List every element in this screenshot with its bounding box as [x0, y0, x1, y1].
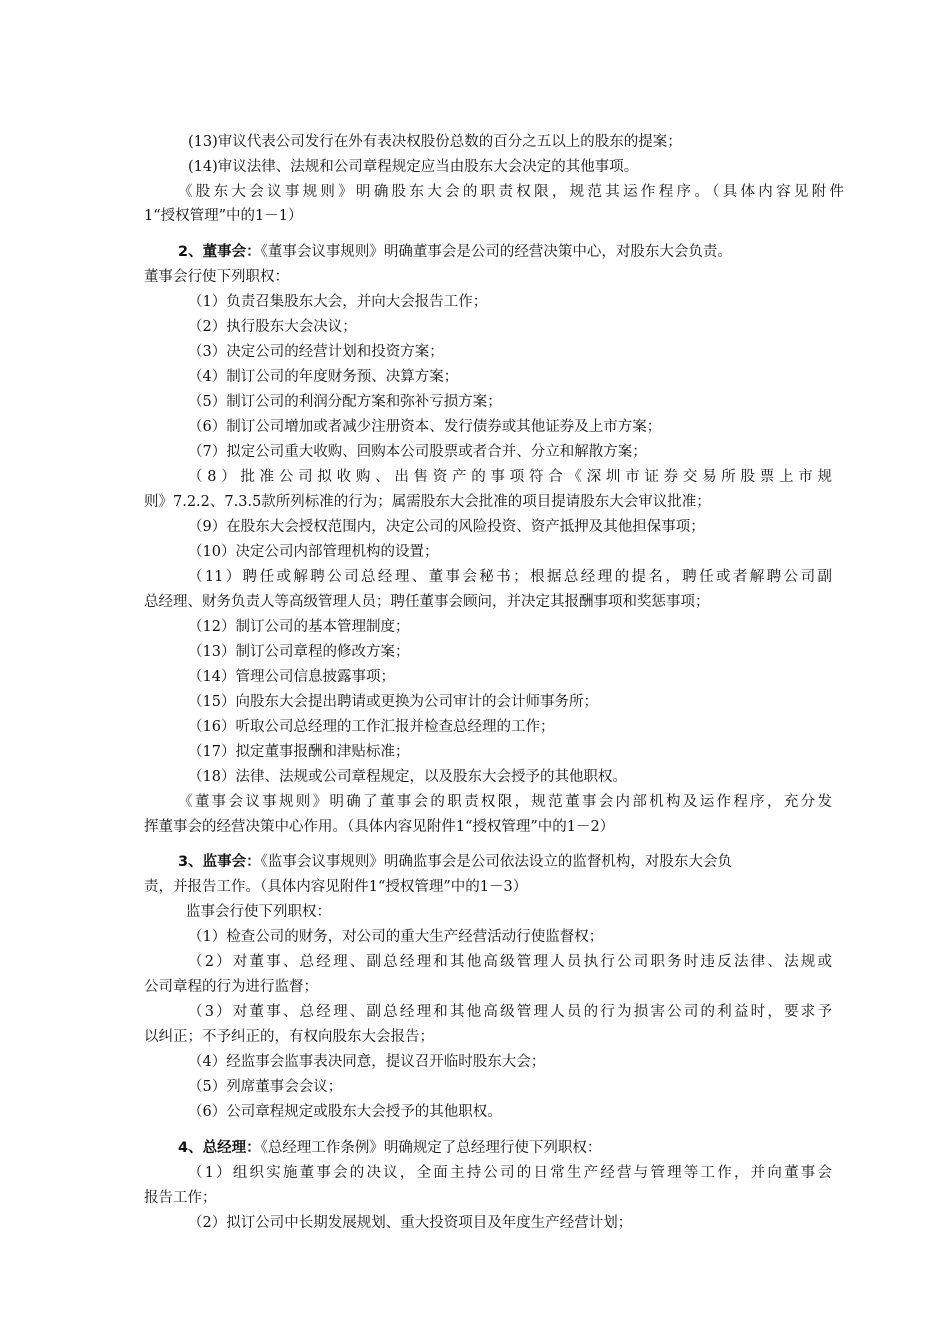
board-item-11-line2: 总经理、财务负责人等高级管理人员；聘任董事会顾问，并决定其报酬事项和奖惩事项；	[144, 594, 710, 610]
supervisors-item-2-line1: （2）对董事、总经理、副总经理和其他高级管理人员执行公司职务时违反法律、法规或	[188, 954, 832, 970]
board-summary-line1: 《董事会议事规则》明确了董事会的职责权限，规范董事会内部机构及运作程序，充分发	[178, 794, 832, 810]
gm-item-1-line2: 报告工作；	[144, 1190, 217, 1206]
board-item-14: （14）管理公司信息披露事项；	[188, 669, 395, 685]
gm-item-1-line1: （1）组织实施董事会的决议，全面主持公司的日常生产经营与管理等工作，并向董事会	[188, 1165, 832, 1181]
board-item-3: （3）决定公司的经营计划和投资方案；	[188, 344, 444, 360]
shareholder-summary-line2: 1“授权管理”中的1－1）	[144, 208, 303, 224]
gm-intro: 《总经理工作条例》明确规定了总经理行使下列职权：	[260, 1140, 602, 1156]
supervisors-item-2-line2: 公司章程的行为进行监督；	[144, 979, 318, 995]
supervisors-item-1: （1）检查公司的财务，对公司的重大生产经营活动行使监督权；	[188, 929, 604, 945]
shareholder-item-14: (14)审议法律、法规和公司章程规定应当由股东大会决定的其他事项。	[188, 159, 639, 175]
board-item-8-line2: 则》7.2.2、7.3.5款所列标准的行为；属需股东大会批准的项目提请股东大会审议批准；	[144, 494, 711, 510]
board-item-6: （6）制订公司增加或者减少注册资本、发行债券或其他证券及上市方案；	[188, 419, 662, 435]
board-summary-line2: 挥董事会的经营决策中心作用。（具体内容见附件1“授权管理”中的1－2）	[144, 819, 615, 835]
board-item-11-line1: （11）聘任或解聘公司总经理、董事会秘书；根据总经理的提名，聘任或者解聘公司副	[188, 569, 832, 585]
supervisors-item-4: （4）经监事会监事表决同意，提议召开临时股东大会；	[188, 1054, 546, 1070]
supervisors-intro-line3: 监事会行使下列职权：	[186, 904, 331, 920]
supervisors-item-3-line1: （3）对董事、总经理、副总经理和其他高级管理人员的行为损害公司的利益时，要求予	[188, 1004, 832, 1020]
board-item-5: （5）制订公司的利润分配方案和弥补亏损方案；	[188, 394, 502, 410]
supervisors-item-5: （5）列席董事会会议；	[188, 1079, 343, 1095]
board-item-2: （2）执行股东大会决议；	[188, 319, 357, 335]
supervisors-intro-line2: 责，并报告工作。（具体内容见附件1“授权管理”中的1－3）	[144, 879, 528, 895]
board-item-4: （4）制订公司的年度财务预、决算方案；	[188, 369, 459, 385]
supervisors-heading: 3、监事会：	[178, 854, 261, 870]
board-item-16: （16）听取公司总经理的工作汇报并检查总经理的工作；	[188, 719, 555, 735]
shareholder-summary-line1: 《股东大会议事规则》明确股东大会的职责权限，规范其运作程序。（具体内容见附件	[178, 184, 844, 200]
supervisors-intro: 《监事会议事规则》明确监事会是公司依法设立的监督机构，对股东大会负	[260, 854, 732, 870]
board-item-9: （9）在股东大会授权范围内，决定公司的风险投资、资产抵押及其他担保事项；	[188, 519, 705, 535]
board-heading: 2、董事会：	[178, 244, 261, 260]
board-item-18: （18）法律、法规或公司章程规定，以及股东大会授予的其他职权。	[188, 769, 627, 785]
supervisors-item-6: （6）公司章程规定或股东大会授予的其他职权。	[188, 1104, 502, 1120]
board-item-8-line1: （8）批准公司拟收购、出售资产的事项符合《深圳市证券交易所股票上市规	[188, 469, 832, 485]
board-item-1: （1）负责召集股东大会，并向大会报告工作；	[188, 294, 488, 310]
gm-paragraph-line1	[178, 1138, 601, 1158]
board-item-12: （12）制订公司的基本管理制度；	[188, 619, 410, 635]
gm-heading: 4、总经理：	[178, 1140, 261, 1156]
board-paragraph-line1	[178, 242, 732, 262]
board-item-7: （7）拟定公司重大收购、回购本公司股票或者合并、分立和解散方案；	[188, 444, 647, 460]
supervisors-paragraph-line1	[178, 852, 732, 872]
supervisors-item-3-line2: 以纠正；不予纠正的，有权向股东大会报告；	[144, 1029, 434, 1045]
board-item-17: （17）拟定董事报酬和津贴标准；	[188, 744, 410, 760]
board-item-10: （10）决定公司内部管理机构的设置；	[188, 544, 439, 560]
shareholder-item-13: (13)审议代表公司发行在外有表决权股份总数的百分之五以上的股东的提案；	[188, 134, 682, 150]
board-item-15: （15）向股东大会提出聘请或更换为公司审计的会计师事务所；	[188, 694, 598, 710]
board-intro: 《董事会议事规则》明确董事会是公司的经营决策中心，对股东大会负责。	[260, 244, 732, 260]
board-item-13: （13）制订公司章程的修改方案；	[188, 644, 410, 660]
gm-item-2: （2）拟订公司中长期发展规划、重大投资项目及年度生产经营计划；	[188, 1215, 633, 1231]
board-intro-line2: 董事会行使下列职权：	[144, 269, 289, 285]
